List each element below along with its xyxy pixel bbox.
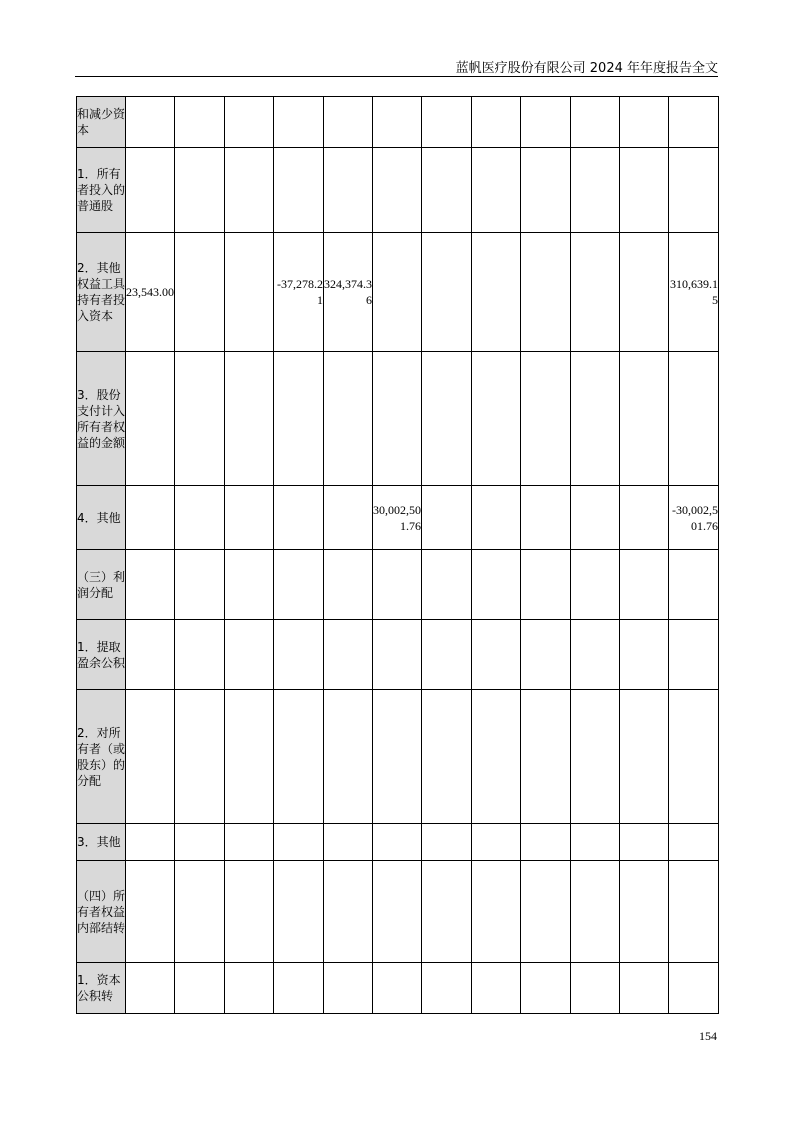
table-cell [274, 550, 324, 620]
table-cell [472, 620, 521, 690]
table-cell [472, 97, 521, 148]
table-cell [373, 233, 422, 352]
table-cell [521, 233, 571, 352]
table-cell [620, 148, 669, 233]
table-cell [175, 233, 225, 352]
table-cell [571, 690, 620, 824]
table-cell [521, 963, 571, 1014]
table-cell [274, 148, 324, 233]
table-cell [620, 97, 669, 148]
table-cell [175, 550, 225, 620]
row-label: 和减少资本 [77, 97, 126, 148]
table-cell [324, 486, 373, 550]
table-cell [274, 352, 324, 486]
table-cell [225, 148, 274, 233]
table-cell [126, 824, 175, 861]
table-cell [175, 861, 225, 963]
table-cell [274, 620, 324, 690]
table-cell [620, 824, 669, 861]
table-cell [225, 550, 274, 620]
table-cell [274, 486, 324, 550]
table-cell [521, 861, 571, 963]
table-cell [373, 620, 422, 690]
table-cell [225, 486, 274, 550]
row-label: 1．提取盈余公积 [77, 620, 126, 690]
table-cell [669, 148, 719, 233]
table-cell [274, 963, 324, 1014]
table-cell [225, 690, 274, 824]
table-cell [324, 352, 373, 486]
table-cell [521, 486, 571, 550]
table-cell [422, 550, 472, 620]
table-cell [669, 97, 719, 148]
table-cell: -37,278.21 [274, 233, 324, 352]
table-cell [373, 148, 422, 233]
table-cell [274, 690, 324, 824]
table-row [77, 620, 719, 690]
table-cell [225, 233, 274, 352]
table-cell [571, 824, 620, 861]
table-cell [571, 352, 620, 486]
row-label: 1．资本公积转 [77, 963, 126, 1014]
table-cell [126, 861, 175, 963]
table-cell [521, 148, 571, 233]
row-label: （四）所有者权益内部结转 [77, 861, 126, 963]
table-cell [225, 97, 274, 148]
table-cell [571, 550, 620, 620]
table-cell [126, 963, 175, 1014]
table-cell [521, 620, 571, 690]
row-label: 2．对所有者（或股东）的分配 [77, 690, 126, 824]
table-cell [126, 550, 175, 620]
table-cell [373, 352, 422, 486]
page-number: 154 [699, 1029, 717, 1043]
table-cell [175, 148, 225, 233]
table-cell [324, 690, 373, 824]
table-cell [126, 148, 175, 233]
table-row [77, 861, 719, 963]
table-cell [422, 352, 472, 486]
table-cell [669, 963, 719, 1014]
table-cell [175, 690, 225, 824]
table-cell [472, 824, 521, 861]
row-label: 3．股份支付计入所有者权益的金额 [77, 352, 126, 486]
table-cell [571, 486, 620, 550]
table-cell [373, 690, 422, 824]
table-cell [126, 97, 175, 148]
table-row [77, 824, 719, 861]
table-cell [472, 233, 521, 352]
table-cell [324, 861, 373, 963]
table-cell [225, 861, 274, 963]
table-cell [126, 620, 175, 690]
table-cell: 23,543.00 [126, 233, 175, 352]
table-cell: 310,639.15 [669, 233, 719, 352]
table-cell [472, 486, 521, 550]
table-cell [472, 861, 521, 963]
table-cell [324, 148, 373, 233]
table-cell [620, 963, 669, 1014]
table-cell [324, 620, 373, 690]
table-cell [373, 861, 422, 963]
table-cell [225, 824, 274, 861]
table-cell [669, 550, 719, 620]
table-cell [274, 861, 324, 963]
table-row [77, 550, 719, 620]
table-cell [373, 550, 422, 620]
table-cell [669, 690, 719, 824]
table-cell [422, 861, 472, 963]
table-cell [521, 690, 571, 824]
table-cell [422, 233, 472, 352]
table-row [77, 233, 719, 352]
table-cell [126, 690, 175, 824]
table-cell [373, 97, 422, 148]
table-cell [175, 486, 225, 550]
table-cell [620, 690, 669, 824]
table-row [77, 148, 719, 233]
table-cell [422, 148, 472, 233]
table-cell [571, 963, 620, 1014]
table-cell [620, 861, 669, 963]
row-label: 3．其他 [77, 824, 126, 861]
table-cell [521, 352, 571, 486]
table-cell [175, 824, 225, 861]
table-cell [324, 824, 373, 861]
table-row [77, 486, 719, 550]
table-cell [422, 963, 472, 1014]
table-cell [225, 963, 274, 1014]
table-cell [274, 97, 324, 148]
table-cell: 324,374.36 [324, 233, 373, 352]
table-cell: 30,002,501.76 [373, 486, 422, 550]
table-cell [669, 620, 719, 690]
table-row [77, 690, 719, 824]
table-cell [225, 352, 274, 486]
header-divider [75, 76, 718, 77]
table-cell [422, 486, 472, 550]
table-cell [324, 550, 373, 620]
table-cell [620, 233, 669, 352]
table-cell [472, 550, 521, 620]
table-cell [472, 963, 521, 1014]
table-cell [669, 352, 719, 486]
row-label: （三）利润分配 [77, 550, 126, 620]
table-cell: -30,002,501.76 [669, 486, 719, 550]
table-cell [521, 824, 571, 861]
table-cell [324, 963, 373, 1014]
table-row [77, 97, 719, 148]
table-cell [422, 620, 472, 690]
table-cell [472, 148, 521, 233]
table-cell [571, 148, 620, 233]
table-cell [620, 352, 669, 486]
table-cell [373, 963, 422, 1014]
table-cell [225, 620, 274, 690]
table-row [77, 963, 719, 1014]
table-cell [422, 824, 472, 861]
table-cell [620, 486, 669, 550]
table-cell [571, 620, 620, 690]
table-cell [274, 824, 324, 861]
table-cell [175, 620, 225, 690]
table-cell [373, 824, 422, 861]
report-header-title: 蓝帆医疗股份有限公司 2024 年年度报告全文 [455, 61, 718, 76]
table-cell [620, 620, 669, 690]
table-cell [175, 963, 225, 1014]
table-row [77, 352, 719, 486]
table-cell [521, 97, 571, 148]
table-cell [126, 486, 175, 550]
row-label: 1．所有者投入的普通股 [77, 148, 126, 233]
table-cell [521, 550, 571, 620]
table-cell [571, 233, 620, 352]
table-cell [571, 861, 620, 963]
equity-changes-table [76, 96, 719, 1014]
table-cell [472, 352, 521, 486]
table-cell [669, 861, 719, 963]
table-cell [422, 690, 472, 824]
row-label: 4．其他 [77, 486, 126, 550]
table-cell [126, 352, 175, 486]
table-cell [175, 352, 225, 486]
table-cell [175, 97, 225, 148]
table-cell [472, 690, 521, 824]
table-cell [669, 824, 719, 861]
table-cell [422, 97, 472, 148]
table-cell [324, 97, 373, 148]
table-cell [620, 550, 669, 620]
row-label: 2．其他权益工具持有者投入资本 [77, 233, 126, 352]
table-cell [571, 97, 620, 148]
